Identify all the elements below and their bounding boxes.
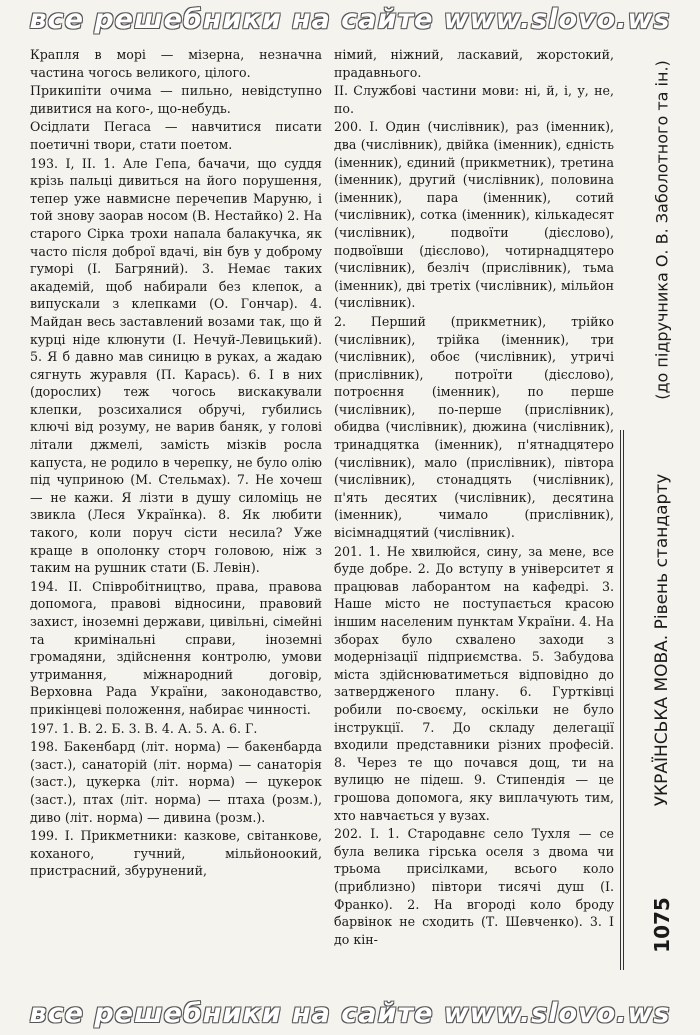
page-number-text: 1075: [650, 897, 674, 953]
right-column: [334, 46, 614, 949]
paragraph: 194. II. Співробітництво, права, правова допомога, правові відносини, правовий захист, іноземні держави, цивільні, сімейні та кримінальні справи, іноземні громадяни, здійснення контролю, умови утримання, міжнародний договір, Верховна Рада України, законодавство, прикінцеві положення, набирає чинності.: [30, 578, 322, 717]
sidebar-title-text: УКРАЇНСЬКА МОВА. Рівень стандарту: [652, 473, 672, 807]
paragraph: 199. I. Прикметники: казкове, світанкове, коханого, гучний, мільйоноокий, пристрасний, збурунений,: [30, 828, 322, 879]
sidebar-subtitle-text: (до підручника О. В. Заболотного та ін.): [652, 60, 672, 400]
paragraph: Прикипіти очима — пильно, невідступно дивитися на кого-, що-небудь.: [30, 83, 322, 116]
paragraph: 198. Бакенбард (літ. норма) — бакенбарда (заст.), санаторій (літ. норма) — санаторія (заст.), цукерка (літ. норма) — цукерок (заст.), птах (літ. норма) — птаха (розм.), диво (літ. норма) — дивина (розм.).: [30, 739, 322, 825]
paragraph: 197. 1. В. 2. Б. 3. В. 4. А. 5. А. 6. Г.: [30, 720, 258, 736]
paragraph: 200. I. Один (числівник), раз (іменник), два (числівник), двійка (іменник), єдність (іменник), єдиний (прикметник), третина (іменник), другий (числівник), половина (іменник), пара (іменник), сотий (числівник), сотка (іменник), кількадесят (числівник), подвоїти (дієслово), подвоївши (дієслово), чотирнадцятеро (числівник), безліч (прислівник), тьма (іменник), дві третіх (числівник), мільйон (числівник).: [334, 119, 614, 311]
paragraph: німий, ніжний, ласкавий, жорстокий, прадавнього.: [334, 47, 614, 80]
paragraph: 2. Перший (прикметник), трійко (числівник), трійка (іменник), три (числівник), обоє (числівник), утричі (прислівник), потроїти (дієслово), потроєння (іменник), по перше (числівник), по-перше (прислівник), обидва (числівник), дюжина (числівник), тринадцятка (іменник), п'ятнадцятеро (числівник), мало (прислівник), півтора (числівник), стонадцять (числівник), п'ять десятих (числівник), десятина (іменник), чимало (прислівник), вісімнадцятий (числівник).: [334, 313, 614, 541]
left-column: [30, 46, 322, 881]
paragraph: II. Службові частини мови: ні, й, і, у, не, по.: [334, 83, 614, 116]
page-number: [634, 870, 690, 980]
paragraph: 193. I, II. 1. Але Гепа, бачачи, що суддя крізь пальці дивиться на його порушення, тепер уже навмисне перечепив Маруню, і той знову заорав носом (В. Нестайко) 2. На старого Сірка трохи напала балакучка, як часто після доброї вдачі, він був у доброму гуморі (І. Багряний). 3. Немає таких академій, щоб набирали без клепок, а випускали з клепками (О. Гончар). 4. Майдан весь заставлений возами так, що й курці ніде клюнути (І. Нечуй-Левицький). 5. Я б давно мав синицю в руках, а жадаю сягнуть журавля (П. Карась). 6. І в них (дорослих) теж чогось вискакували клепки, розсихалися обручі, губились ключі від розуму, не варив баняк, у голові літали джмелі, замість мізків росла капуста, не родило в черепку, не було олію під чуприною (М. Стельмах). 7. Не хочеш — не кажи. Я лізти в душу силоміць не звикла (Леся Українка). 8. Як любити такого, коли поруч сісти несила? Уже краще в ополонку сторч головою, ніж з таким на рушник стати (Б. Левін).: [30, 155, 322, 576]
decorative-lines: [620, 430, 624, 970]
site-banner-bottom: все решебники на сайте www.slovo.ws: [29, 998, 671, 1029]
paragraph: 202. I. 1. Стародавнє село Тухля — се була велика гірська оселя з двома чи трьома присілками, всього коло (приблизно) півтори тисячі душ (І. Франко). 2. На вгороді коло броду барвінок не сходить (Т. Шевченко). 3. І до кін-: [334, 826, 614, 947]
paragraph: 201. 1. Не хвилюйся, сину, за мене, все буде добре. 2. До вступу в університет я працював лаборантом на кафедрі. 3. Наше місто не поступається красою іншим населеним пунктам України. 4. На зборах було схвалено заходи з модернізації підприємства. 5. Забудова міста здійснюватиметься відповідно до затвердженого плану. 6. Гуртківці робили по-своєму, оскільки не було інструкції. 7. До складу делегації входили представники різних професій. 8. Через те що почався дощ, ти на вулицю не підеш. 9. Стипендія — це грошова допомога, яку виплачують тим, хто навчається у вузах.: [334, 543, 614, 823]
sidebar-subtitle: [634, 40, 690, 420]
paragraph: Крапля в морі — мізерна, незначна частина чогось великого, цілого.: [30, 47, 322, 80]
sidebar-title: [634, 420, 690, 860]
site-banner-top: все решебники на сайте www.slovo.ws: [29, 4, 671, 35]
paragraph: Осідлати Пегаса — навчитися писати поетичні твори, стати поетом.: [30, 119, 322, 152]
